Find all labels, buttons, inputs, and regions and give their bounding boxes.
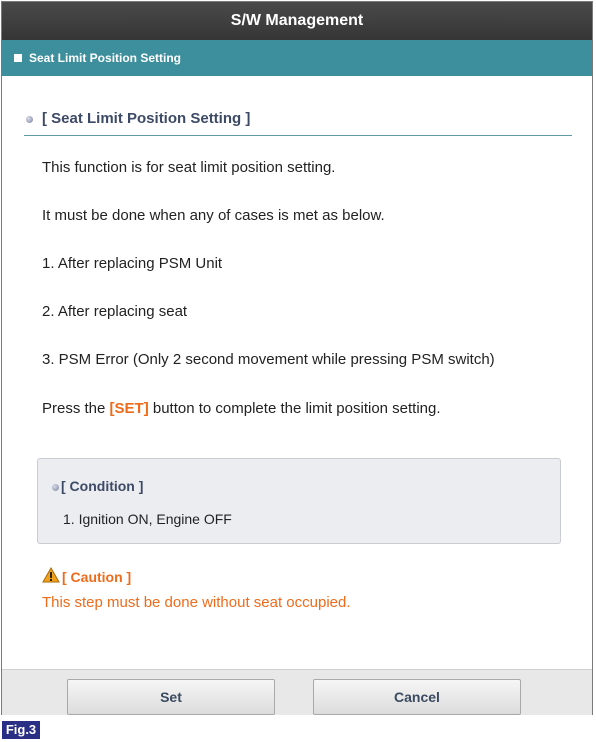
condition-title: [ Condition ] [61, 478, 144, 494]
subheader-bar [2, 40, 592, 76]
condition-box [37, 458, 561, 544]
section-header [24, 108, 572, 136]
condition-item: 1. Ignition ON, Engine OFF [63, 511, 232, 527]
cancel-button[interactable]: Cancel [313, 679, 521, 715]
dialog-window [1, 1, 593, 715]
window-title: S/W Management [2, 2, 592, 40]
warning-icon [42, 567, 60, 583]
set-button[interactable]: Set [67, 679, 275, 715]
caution-heading [42, 567, 131, 585]
cases-intro-text: It must be done when any of cases is met as below. [42, 207, 385, 224]
caution-title: [ Caution ] [62, 569, 132, 585]
section-title: [ Seat Limit Position Setting ] [42, 110, 251, 127]
intro-text: This function is for seat limit position setting. [42, 159, 336, 176]
subheader-label: Seat Limit Position Setting [29, 51, 182, 65]
caution-text: This step must be done without seat occupied. [42, 594, 351, 611]
figure-label: Fig.3 [2, 721, 40, 739]
instruction-suffix: button to complete the limit position setting. [148, 400, 441, 417]
round-bullet-icon [52, 484, 59, 491]
instruction-prefix: Press the [42, 400, 110, 417]
square-bullet-icon [14, 54, 22, 62]
case-item: 2. After replacing seat [42, 303, 188, 320]
case-item: 3. PSM Error (Only 2 second movement while pressing PSM switch) [42, 351, 495, 368]
case-item: 1. After replacing PSM Unit [42, 255, 223, 272]
set-keyword: [SET] [109, 400, 149, 417]
button-bar [2, 669, 592, 715]
instruction-text [42, 400, 441, 417]
round-bullet-icon [26, 116, 33, 123]
